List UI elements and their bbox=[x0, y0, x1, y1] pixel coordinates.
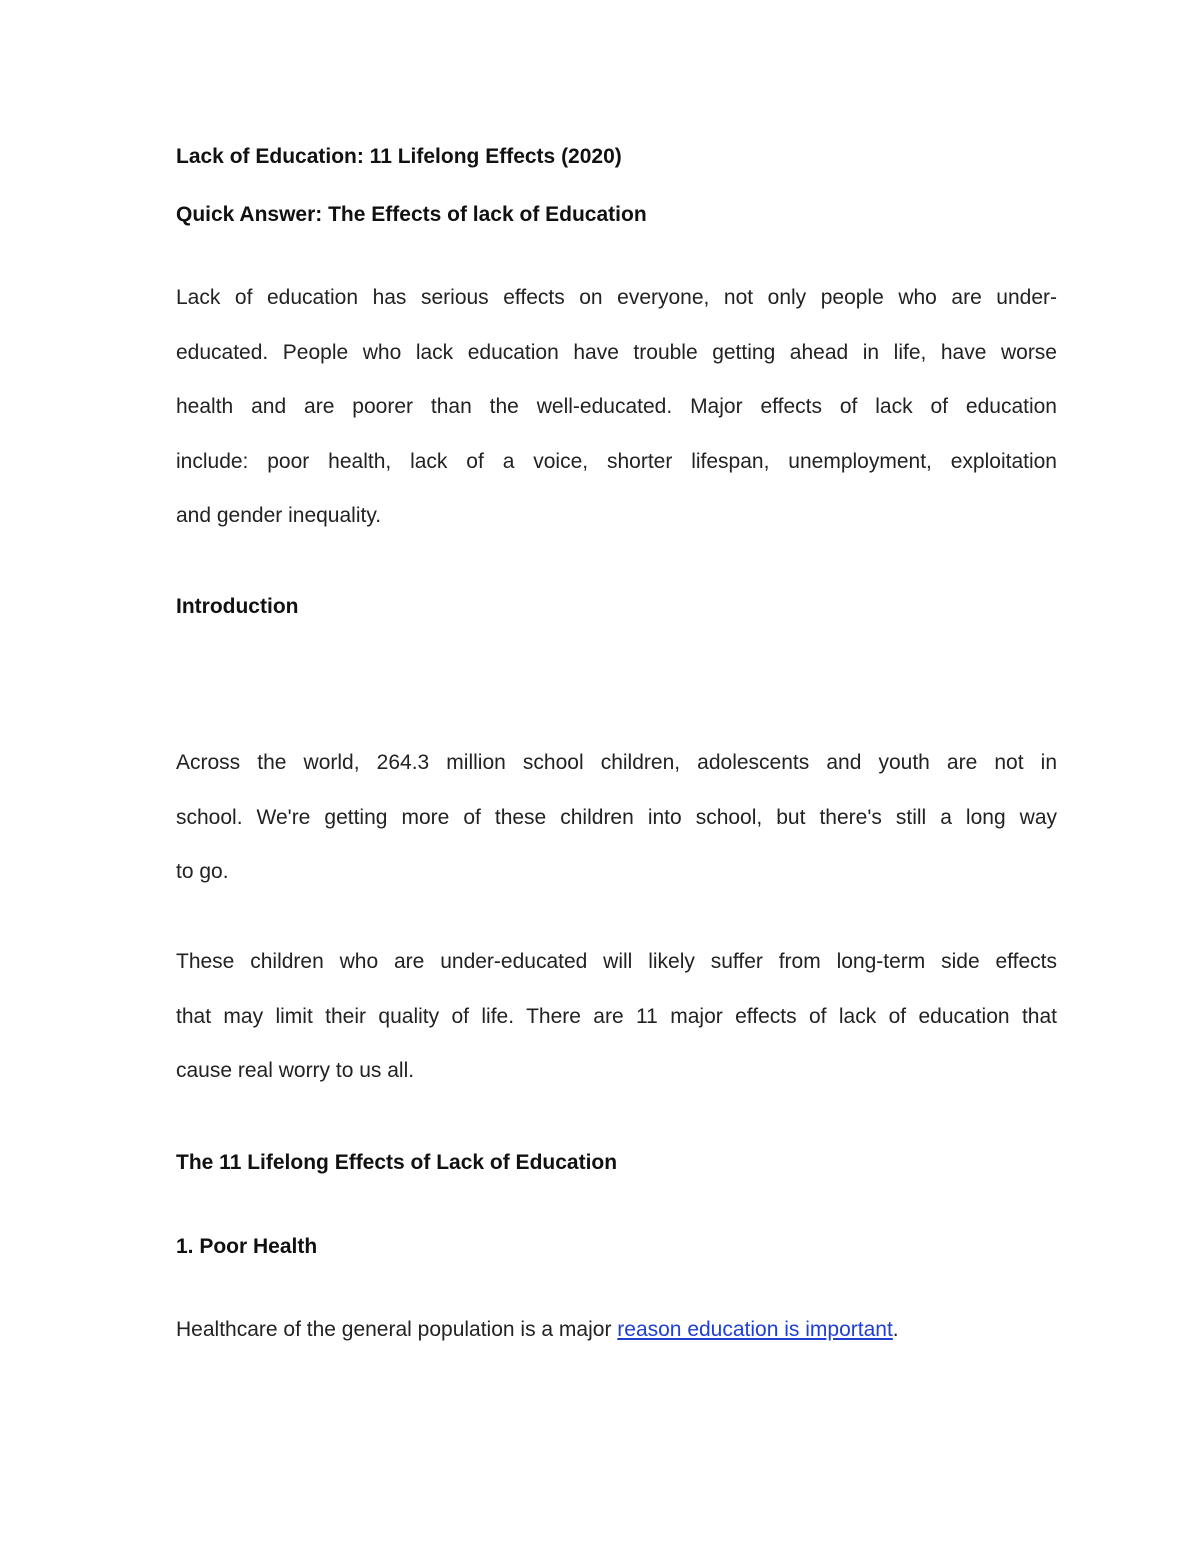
paragraph-line: that may limit their quality of life. There are 11 major effects of lack of education that bbox=[176, 1004, 1057, 1028]
paragraph-line: include: poor health, lack of a voice, shorter lifespan, unemployment, exploitation bbox=[176, 449, 1057, 473]
quick-answer-heading: Quick Answer: The Effects of lack of Education bbox=[176, 203, 647, 226]
effect-1-text: Healthcare of the general population is a major bbox=[176, 1318, 618, 1341]
paragraph-line: Lack of education has serious effects on everyone, not only people who are under- bbox=[176, 286, 1057, 309]
effects-heading: The 11 Lifelong Effects of Lack of Education bbox=[176, 1151, 618, 1174]
effect-1-period: . bbox=[892, 1318, 899, 1341]
paragraph-line: Across the world, 264.3 million school children, adolescents and youth are not in bbox=[176, 751, 1057, 774]
effect-1-paragraph bbox=[176, 1317, 899, 1343]
paragraph-line: and gender inequality. bbox=[176, 504, 382, 527]
paragraph-line: educated. People who lack education have trouble getting ahead in life, have worse bbox=[176, 340, 1057, 364]
paragraph-line: health and are poorer than the well-educated. Major effects of lack of education bbox=[176, 395, 1057, 418]
paragraph-line: These children who are under-educated will likely suffer from long-term side effects bbox=[176, 950, 1057, 973]
introduction-heading: Introduction bbox=[176, 595, 299, 618]
paragraph-line: to go. bbox=[176, 860, 229, 883]
paragraph-line: school. We're getting more of these children into school, but there's still a long way bbox=[176, 805, 1057, 829]
reason-education-important-link[interactable]: reason education is important bbox=[617, 1318, 893, 1341]
paragraph-line: cause real worry to us all. bbox=[176, 1059, 415, 1082]
quick-answer-paragraph bbox=[176, 271, 1057, 544]
document-title: Lack of Education: 11 Lifelong Effects (2020) bbox=[176, 145, 622, 168]
effect-1-heading: 1. Poor Health bbox=[176, 1235, 318, 1258]
intro-paragraph-1 bbox=[176, 736, 1057, 900]
intro-paragraph-2 bbox=[176, 935, 1057, 1099]
